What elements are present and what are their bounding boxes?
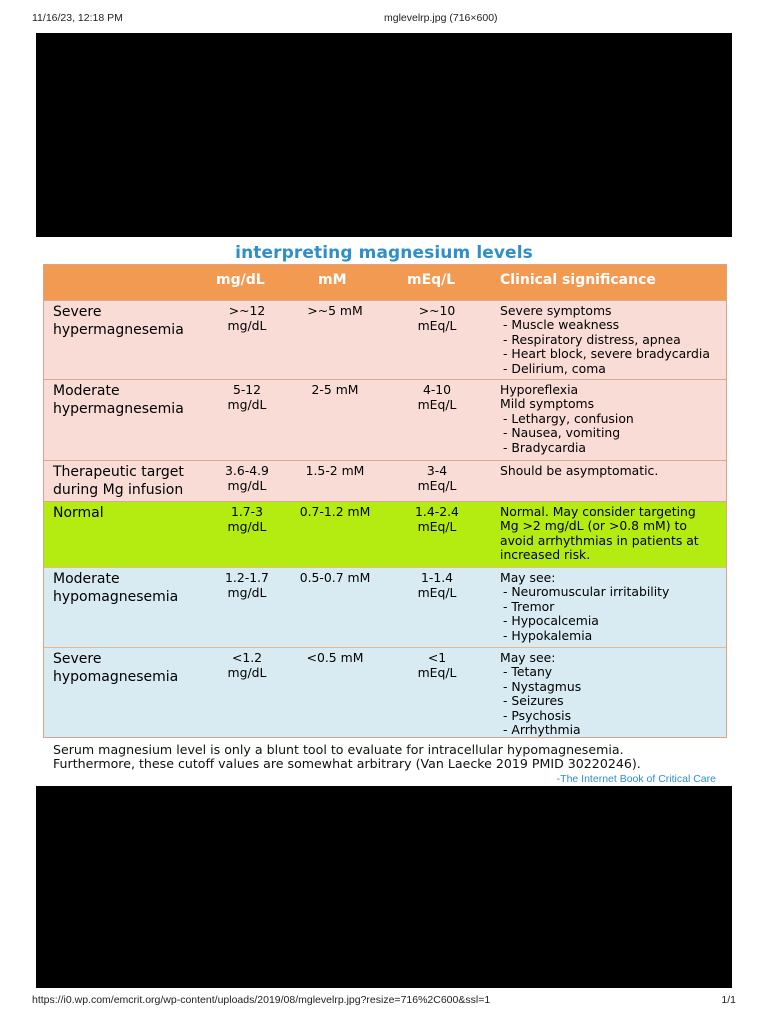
table-row bbox=[44, 460, 726, 501]
mgdl-value: 1.7-3 mg/dL bbox=[227, 504, 267, 534]
mgdl-value: <1.2 mg/dL bbox=[227, 650, 267, 680]
credit: -The Internet Book of Critical Care bbox=[556, 773, 716, 785]
mm-value: 2-5 mM bbox=[311, 382, 359, 397]
mm-value: >~5 mM bbox=[307, 303, 363, 318]
col-header-significance: Clinical significance bbox=[500, 272, 656, 288]
mm-value: 0.5-0.7 mM bbox=[299, 570, 371, 585]
row-label: Severe hypermagnesemia bbox=[53, 304, 184, 338]
mm-value: 1.5-2 mM bbox=[305, 463, 365, 478]
clinical-significance: Normal. May consider targeting Mg >2 mg/dL (or >0.8 mM) to avoid arrhythmias in patients at increased risk. bbox=[500, 504, 699, 563]
row-label: Moderate hypomagnesemia bbox=[53, 571, 179, 605]
print-page-number: 1/1 bbox=[721, 994, 736, 1006]
col-header-meql: mEq/L bbox=[407, 272, 456, 288]
table-header-row bbox=[44, 265, 726, 300]
meql-value: <1 mEq/L bbox=[417, 650, 457, 680]
row-label: Moderate hypermagnesemia bbox=[53, 383, 184, 417]
meql-value: 1.4-2.4 mEq/L bbox=[415, 504, 459, 534]
table-row bbox=[44, 501, 726, 567]
meql-value: >~10 mEq/L bbox=[417, 303, 457, 333]
mgdl-value: >~12 mg/dL bbox=[227, 303, 267, 333]
clinical-significance: Hyporeflexia Mild symptoms - Lethargy, confusion - Nausea, vomiting - Bradycardia bbox=[500, 382, 634, 455]
table-row bbox=[44, 647, 726, 737]
clinical-significance: May see: - Neuromuscular irritability - Tremor - Hypocalcemia - Hypokalemia bbox=[500, 570, 670, 643]
clinical-significance: May see: - Tetany - Nystagmus - Seizures - Psychosis - Arrhythmia bbox=[500, 650, 582, 738]
mm-value: 0.7-1.2 mM bbox=[299, 504, 371, 519]
clinical-significance: Should be asymptomatic. bbox=[500, 463, 659, 478]
print-datetime: 11/16/23, 12:18 PM bbox=[32, 12, 123, 24]
magnesium-figure bbox=[36, 237, 732, 786]
image-viewer bbox=[36, 33, 732, 988]
meql-value: 3-4 mEq/L bbox=[417, 463, 457, 493]
row-label: Normal bbox=[53, 505, 104, 521]
clinical-significance: Severe symptoms - Muscle weakness - Respiratory distress, apnea - Heart block, severe bradycardia - Delirium, coma bbox=[500, 303, 710, 376]
print-url: https://i0.wp.com/emcrit.org/wp-content/uploads/2019/08/mglevelrp.jpg?resize=716%2C600&ssl=1 bbox=[32, 994, 491, 1006]
print-footer bbox=[0, 994, 768, 1014]
mgdl-value: 5-12 mg/dL bbox=[227, 382, 267, 412]
col-header-mgdl: mg/dL bbox=[216, 272, 265, 288]
mgdl-value: 1.2-1.7 mg/dL bbox=[225, 570, 269, 600]
row-label: Severe hypomagnesemia bbox=[53, 651, 179, 685]
table-row bbox=[44, 300, 726, 379]
col-header-mm: mM bbox=[318, 272, 347, 288]
figure-title: interpreting magnesium levels bbox=[235, 243, 533, 263]
row-label: Therapeutic target during Mg infusion bbox=[53, 464, 184, 498]
meql-value: 1-1.4 mEq/L bbox=[417, 570, 457, 600]
print-doc-title: mglevelrp.jpg (716×600) bbox=[384, 12, 498, 24]
mgdl-value: 3.6-4.9 mg/dL bbox=[225, 463, 269, 493]
magnesium-table bbox=[43, 264, 727, 738]
mm-value: <0.5 mM bbox=[306, 650, 364, 665]
print-header bbox=[0, 12, 768, 32]
table-row bbox=[44, 567, 726, 647]
table-row bbox=[44, 379, 726, 460]
meql-value: 4-10 mEq/L bbox=[417, 382, 457, 412]
footnote: Serum magnesium level is only a blunt tool to evaluate for intracellular hypomagnesemia. Furthermore, these cutoff values are somewhat arbitrary (Van Laecke 2019 PMID 30220246). bbox=[53, 742, 641, 771]
